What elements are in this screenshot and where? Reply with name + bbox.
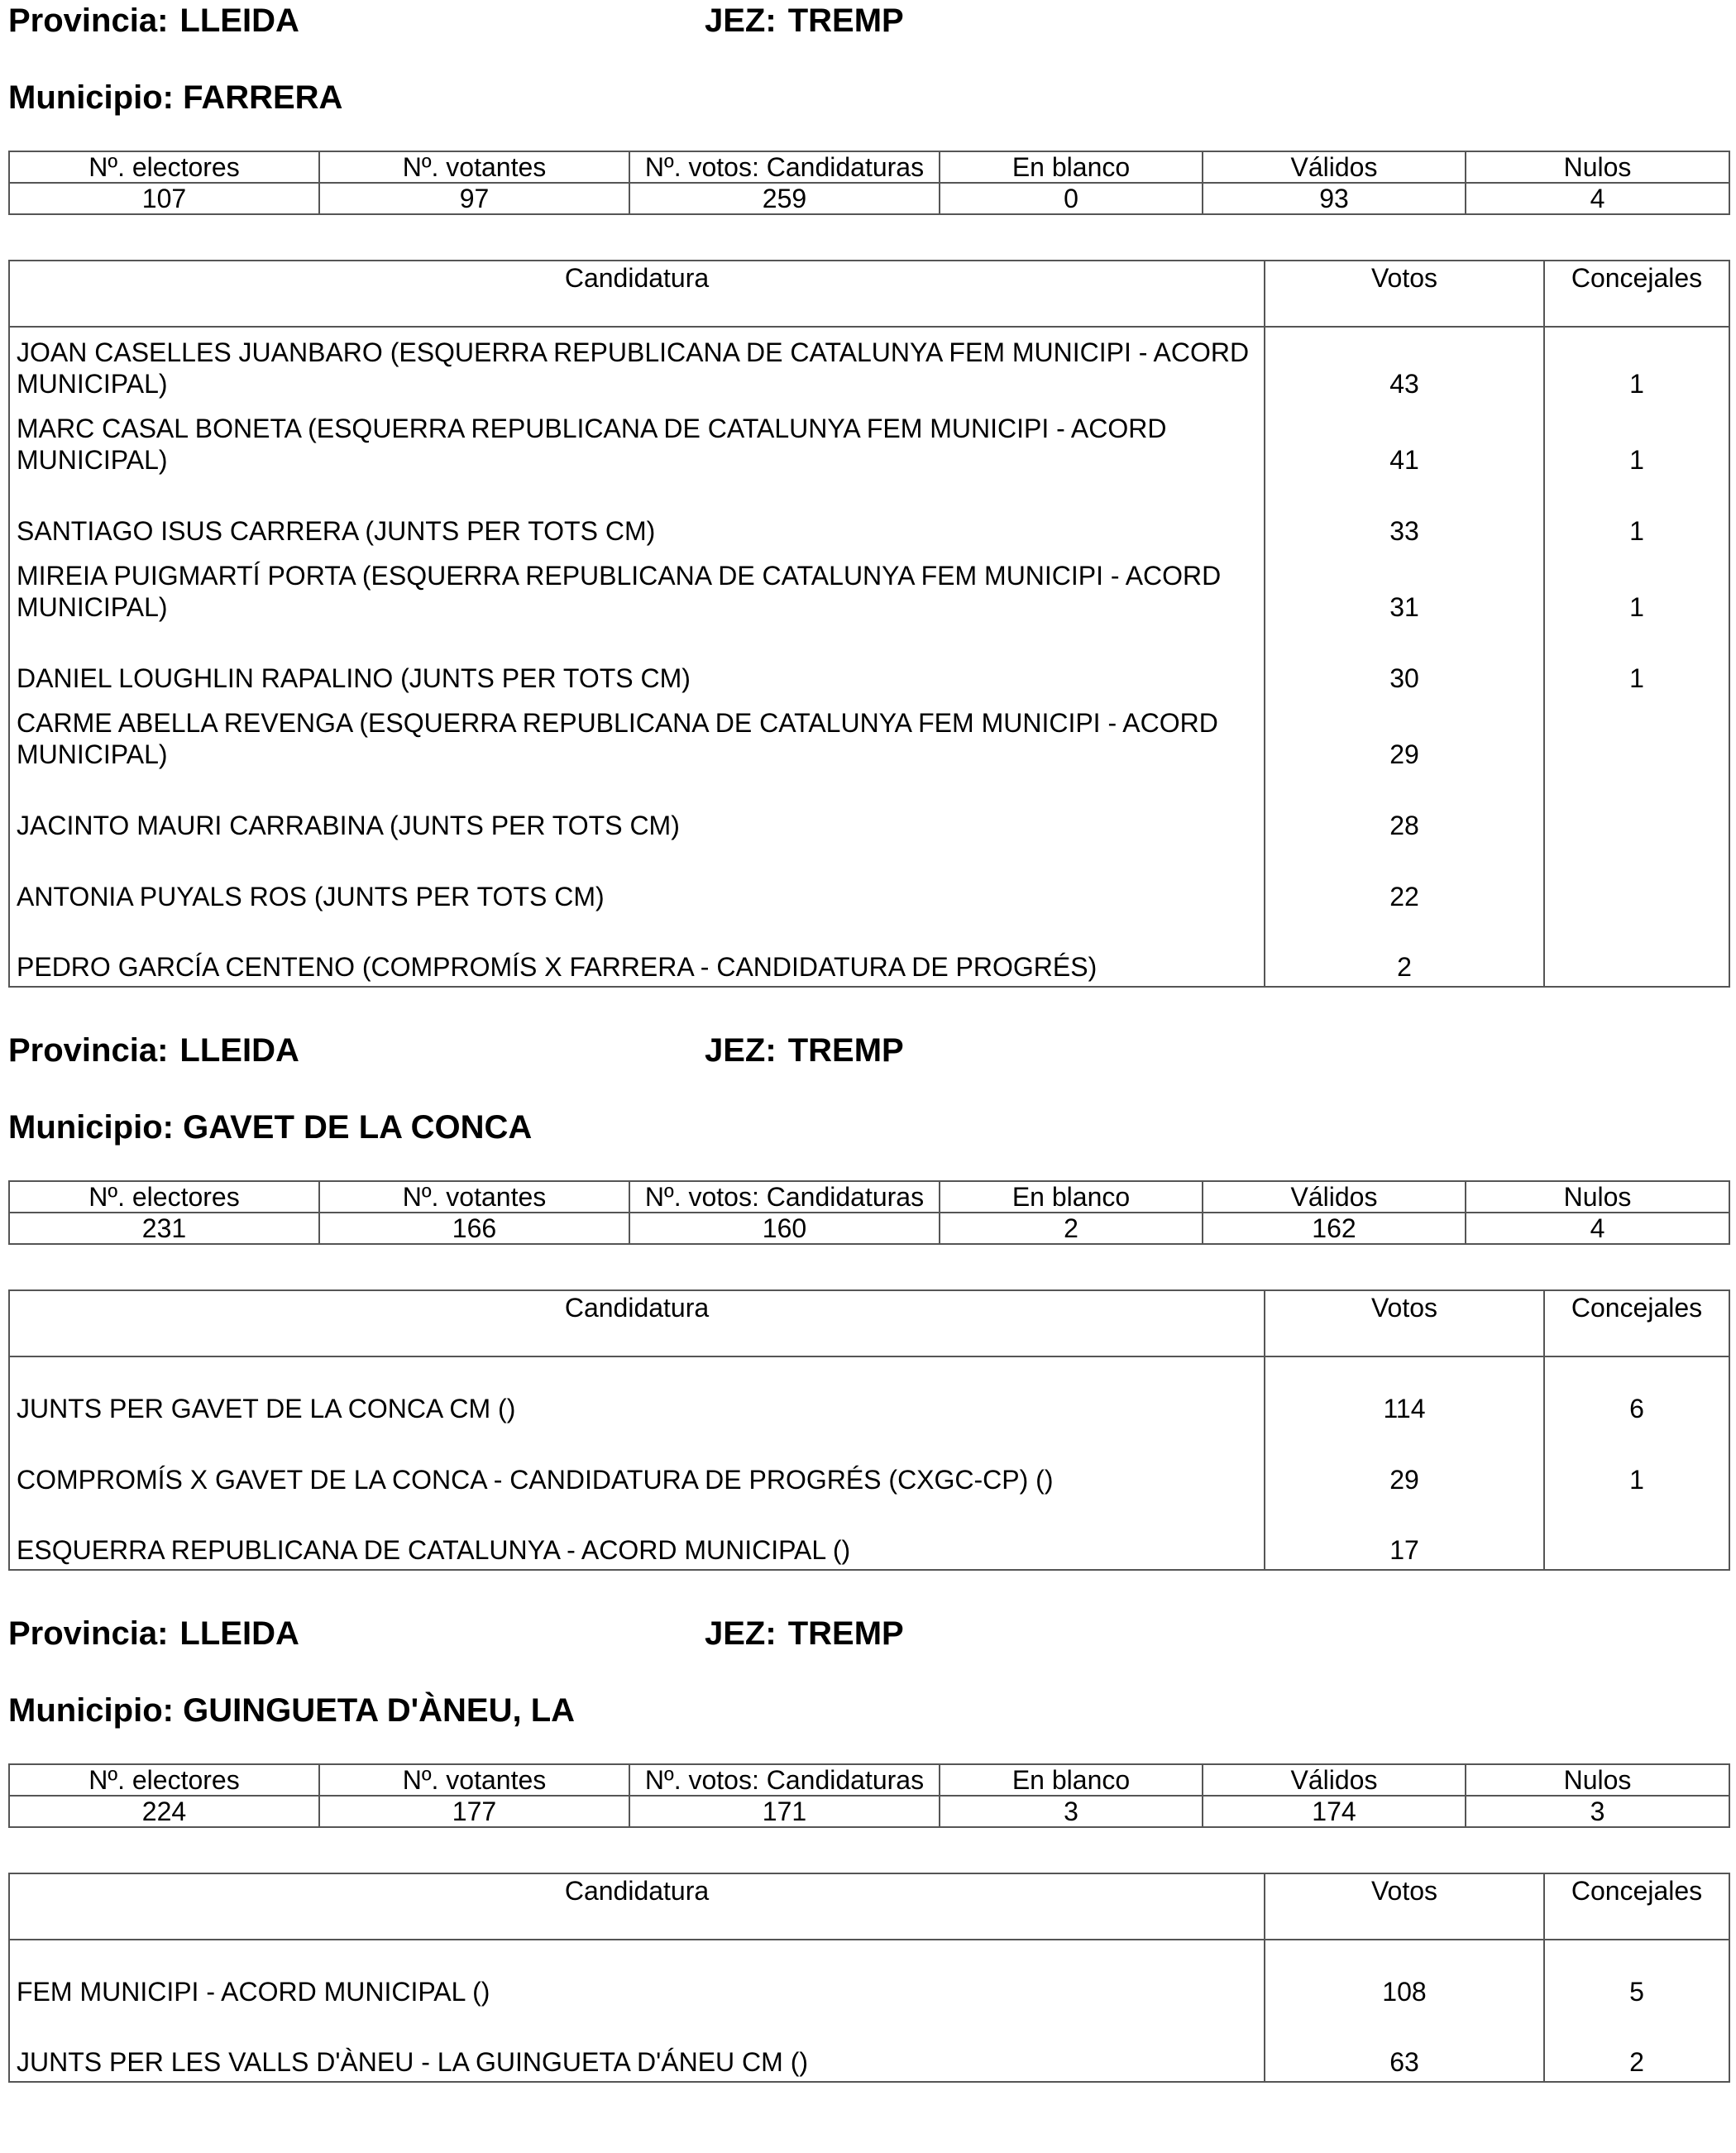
jez-label: JEZ: [705,1615,777,1652]
candidate-name: MIREIA PUIGMARTÍ PORTA (ESQUERRA REPUBLICANA DE CATALUNYA FEM MUNICIPI - ACORD MUNICIPAL) [9,550,1265,626]
municipio-label: Municipio: [8,1692,174,1729]
candidate-votos: 43 [1265,327,1544,403]
summary-value: 107 [9,183,319,214]
summary-value: 162 [1203,1213,1466,1244]
candidate-name: COMPROMÍS X GAVET DE LA CONCA - CANDIDATURA DE PROGRÉS (CXGC-CP) () [9,1428,1265,1499]
summary-value: 4 [1466,1213,1729,1244]
jez-label: JEZ: [705,1032,777,1069]
jez-heading [705,1615,904,1652]
municipio-heading [8,1109,532,1146]
candidate-name: JACINTO MAURI CARRABINA (JUNTS PER TOTS CM) [9,773,1265,844]
provincia-label: Provincia: [8,1615,169,1652]
municipio-value: GUINGUETA D'ÀNEU, LA [183,1692,576,1729]
candidate-concejales [1544,916,1729,987]
provincia-label: Provincia: [8,2,169,39]
candidate-concejales [1544,844,1729,916]
summary-header: Válidos [1203,1181,1466,1213]
candidate-votos: 114 [1265,1356,1544,1428]
jez-heading [705,2,904,39]
summary-header-row [9,1181,1729,1213]
candidate-votos: 63 [1265,2011,1544,2082]
provincia-value: LLEIDA [179,1615,299,1652]
summary-header: Nº. votos: Candidaturas [629,151,940,183]
candidate-name: PEDRO GARCÍA CENTENO (COMPROMÍS X FARRERA - CANDIDATURA DE PROGRÉS) [9,916,1265,987]
candidate-votos: 2 [1265,916,1544,987]
candidate-concejales: 1 [1629,445,1644,475]
candidatura-table [8,1289,1730,1571]
provincia-value: LLEIDA [179,1032,299,1069]
table-row [9,1356,1729,1428]
summary-header: Nº. votantes [319,1764,629,1796]
summary-header: En blanco [940,151,1203,183]
candidate-name: FEM MUNICIPI - ACORD MUNICIPAL () [9,1940,1265,2011]
candidate-votos: 108 [1265,1940,1544,2011]
summary-header-row [9,1764,1729,1796]
summary-value: 93 [1203,183,1466,214]
summary-value: 3 [940,1796,1203,1827]
candidate-concejales: 1 [1629,516,1644,546]
summary-header: Nulos [1466,1764,1729,1796]
candidate-name: JUNTS PER LES VALLS D'ÀNEU - LA GUINGUETA D'ÁNEU CM () [9,2011,1265,2082]
provincia-value: LLEIDA [179,2,299,39]
summary-header: Nulos [1466,1181,1729,1213]
summary-table [8,151,1730,215]
jez-value: TREMP [787,1615,904,1652]
provincia-label: Provincia: [8,1032,169,1069]
summary-value: 177 [319,1796,629,1827]
summary-header: Nulos [1466,151,1729,183]
summary-value: 3 [1466,1796,1729,1827]
candidate-concejales: 6 [1629,1394,1644,1423]
summary-value: 259 [629,183,940,214]
table-row [9,697,1729,773]
candidatura-header: Candidatura [9,1873,1265,1940]
candidate-name: JUNTS PER GAVET DE LA CONCA CM () [9,1356,1265,1428]
candidate-name: ESQUERRA REPUBLICANA DE CATALUNYA - ACORD MUNICIPAL () [9,1499,1265,1570]
candidate-name: MARC CASAL BONETA (ESQUERRA REPUBLICANA DE CATALUNYA FEM MUNICIPI - ACORD MUNICIPAL) [9,403,1265,479]
candidate-votos: 17 [1265,1499,1544,1570]
summary-value-row [9,1796,1729,1827]
municipio-label: Municipio: [8,79,174,116]
table-row [9,1940,1729,2011]
votos-header: Votos [1265,261,1544,327]
candidate-concejales: 1 [1629,369,1644,399]
summary-header: Nº. electores [9,151,319,183]
candidate-concejales: 1 [1629,592,1644,622]
votos-header: Votos [1265,1873,1544,1940]
table-row [9,916,1729,987]
summary-value: 4 [1466,183,1729,214]
candidate-votos: 30 [1265,626,1544,697]
summary-header: En blanco [940,1181,1203,1213]
candidatura-table [8,260,1730,988]
candidate-concejales: 1 [1629,1465,1644,1495]
concejales-header: Concejales [1544,261,1729,327]
candidate-name: SANTIAGO ISUS CARRERA (JUNTS PER TOTS CM) [9,479,1265,550]
summary-value: 97 [319,183,629,214]
summary-value-row [9,183,1729,214]
candidatura-header: Candidatura [9,261,1265,327]
table-row [9,479,1729,550]
candidatura-header: Candidatura [9,1290,1265,1356]
jez-heading [705,1032,904,1069]
summary-header-row [9,151,1729,183]
table-row [9,1499,1729,1570]
candidate-concejales: 1 [1629,663,1644,693]
candidate-concejales: 5 [1629,1977,1644,2007]
jez-label: JEZ: [705,2,777,39]
candidatura-header-row [9,1290,1729,1356]
candidatura-header-row [9,1873,1729,1940]
summary-header: Nº. votantes [319,1181,629,1213]
summary-value: 166 [319,1213,629,1244]
candidate-votos: 33 [1265,479,1544,550]
municipio-heading [8,1692,575,1729]
summary-value: 171 [629,1796,940,1827]
municipio-value: FARRERA [183,79,343,116]
candidate-concejales: 2 [1629,2047,1644,2077]
jez-value: TREMP [787,1032,904,1069]
summary-header: Válidos [1203,1764,1466,1796]
candidate-votos: 28 [1265,773,1544,844]
summary-table [8,1180,1730,1245]
table-row [9,626,1729,697]
candidate-votos: 29 [1265,697,1544,773]
concejales-header: Concejales [1544,1290,1729,1356]
table-row [9,550,1729,626]
summary-value: 231 [9,1213,319,1244]
candidatura-table [8,1873,1730,2083]
provincia-heading [8,2,299,39]
summary-value: 2 [940,1213,1203,1244]
table-row [9,773,1729,844]
table-row [9,403,1729,479]
summary-value: 174 [1203,1796,1466,1827]
summary-header: En blanco [940,1764,1203,1796]
candidate-name: ANTONIA PUYALS ROS (JUNTS PER TOTS CM) [9,844,1265,916]
candidate-concejales [1544,1499,1729,1570]
candidate-votos: 29 [1265,1428,1544,1499]
municipio-label: Municipio: [8,1109,174,1146]
table-row [9,327,1729,403]
votos-header: Votos [1265,1290,1544,1356]
summary-value: 224 [9,1796,319,1827]
summary-value: 160 [629,1213,940,1244]
concejales-header: Concejales [1544,1873,1729,1940]
candidate-name: CARME ABELLA REVENGA (ESQUERRA REPUBLICANA DE CATALUNYA FEM MUNICIPI - ACORD MUNICIPAL) [9,697,1265,773]
table-row [9,1428,1729,1499]
summary-header: Nº. electores [9,1181,319,1213]
candidate-votos: 41 [1265,403,1544,479]
summary-header: Nº. votantes [319,151,629,183]
summary-value-row [9,1213,1729,1244]
candidate-name: DANIEL LOUGHLIN RAPALINO (JUNTS PER TOTS CM) [9,626,1265,697]
summary-header: Nº. electores [9,1764,319,1796]
candidate-votos: 31 [1265,550,1544,626]
provincia-heading [8,1032,299,1069]
summary-header: Válidos [1203,151,1466,183]
table-row [9,2011,1729,2082]
summary-value: 0 [940,183,1203,214]
candidate-name: JOAN CASELLES JUANBARO (ESQUERRA REPUBLICANA DE CATALUNYA FEM MUNICIPI - ACORD MUNICIPAL) [9,327,1265,403]
summary-table [8,1763,1730,1828]
candidatura-header-row [9,261,1729,327]
table-row [9,844,1729,916]
candidate-concejales [1544,773,1729,844]
jez-value: TREMP [787,2,904,39]
provincia-heading [8,1615,299,1652]
summary-header: Nº. votos: Candidaturas [629,1181,940,1213]
municipio-heading [8,79,342,116]
municipio-value: GAVET DE LA CONCA [183,1109,533,1146]
candidate-concejales [1544,697,1729,773]
candidate-votos: 22 [1265,844,1544,916]
summary-header: Nº. votos: Candidaturas [629,1764,940,1796]
